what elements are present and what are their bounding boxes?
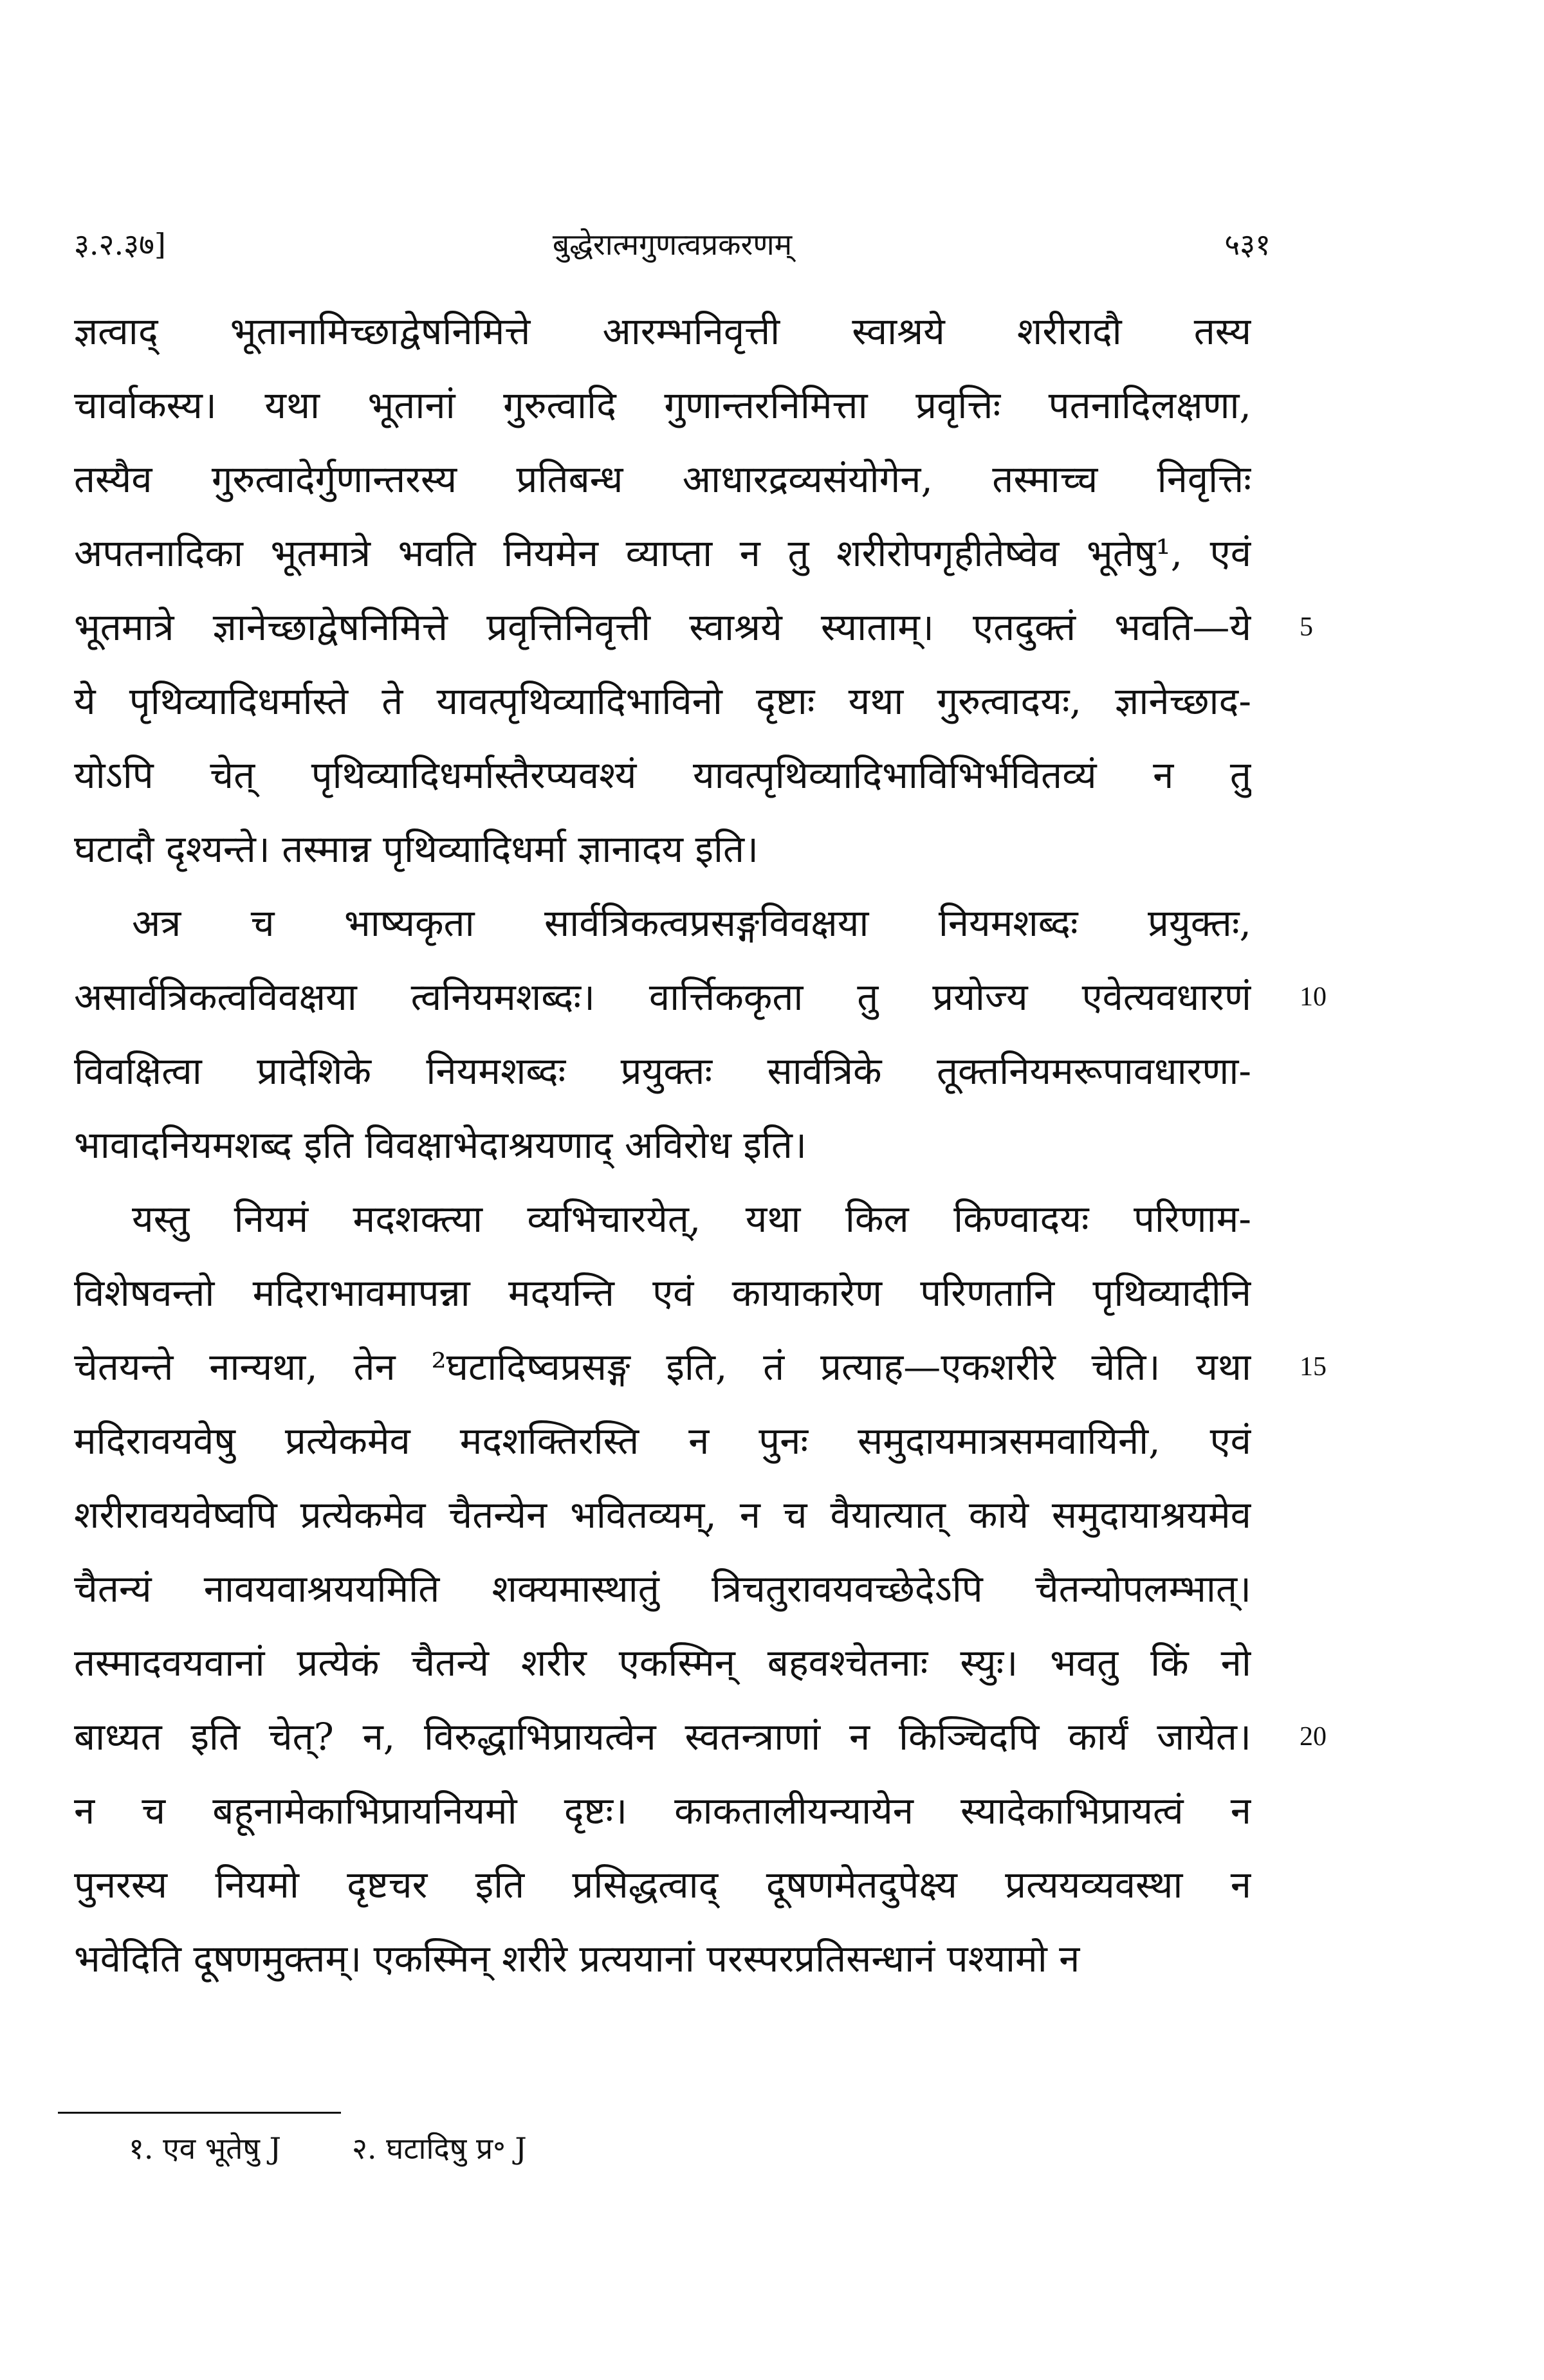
word: अपतनादिका <box>74 531 243 575</box>
word: एवं <box>1209 1419 1251 1463</box>
word: नान्यथा, <box>209 1345 318 1389</box>
word: नियमो <box>215 1863 299 1907</box>
word: यथा <box>745 1197 801 1241</box>
text-line: भावादनियमशब्द इति विवक्षाभेदाश्रयणाद् अविरोध इति। <box>74 1123 807 1167</box>
word: निवृत्तिः <box>1157 457 1251 501</box>
word: तु <box>787 531 809 575</box>
word: वैयात्यात् <box>830 1493 946 1537</box>
word: गुरुत्वादयः, <box>937 679 1082 723</box>
word: चेति। <box>1091 1345 1161 1389</box>
word: तु <box>1229 753 1251 797</box>
word: इति <box>190 1715 241 1759</box>
word: दृष्टः। <box>564 1789 628 1833</box>
word: समुदायाश्रयमेव <box>1051 1493 1251 1537</box>
word: प्रतिबन्ध <box>516 457 623 501</box>
word: शरीर <box>520 1641 587 1685</box>
word: यथा <box>1196 1345 1251 1389</box>
text-line <box>74 1184 1251 1254</box>
word: वार्त्तिककृता <box>648 975 804 1019</box>
word: चैतन्ये <box>411 1641 489 1685</box>
word: एवं <box>1209 531 1251 575</box>
word: मदिराभावमापन्ना <box>252 1271 470 1315</box>
word: ²घटादिष्वप्रसङ्ग <box>431 1345 630 1389</box>
word: एतदुक्तं <box>973 605 1076 649</box>
word: असार्वत्रिकत्वविवक्षया <box>74 975 357 1019</box>
word: ये <box>74 679 96 723</box>
word: बहूनामेकाभिप्रायनियमो <box>212 1789 517 1833</box>
word: चेत्? <box>268 1715 334 1759</box>
word: दूषणमेतदुपेक्ष्य <box>766 1863 957 1907</box>
word: एवेत्यवधारणं <box>1081 975 1251 1019</box>
word: भूतानामिच्छाद्वेषनिमित्ते <box>230 309 531 353</box>
word: किञ्चिदपि <box>898 1715 1040 1759</box>
text-line <box>74 592 1251 663</box>
word: परिणाम- <box>1133 1197 1251 1241</box>
word: मदयन्ति <box>508 1271 614 1315</box>
word: इति, <box>666 1345 728 1389</box>
word: एकस्मिन् <box>618 1641 735 1685</box>
word: चेत् <box>210 753 255 797</box>
word: चेतयन्ते <box>74 1345 174 1389</box>
word: कार्यं <box>1068 1715 1128 1759</box>
word: स्वतन्त्राणां <box>685 1715 821 1759</box>
word: यावत्पृथिव्यादिभाविभिर्भवितव्यं <box>692 753 1097 797</box>
text-line <box>74 1849 1251 1920</box>
line-number: 20 <box>1300 1722 1327 1752</box>
text-line <box>74 666 1251 737</box>
word: स्याताम्। <box>820 605 934 649</box>
word: तस्माच्च <box>992 457 1098 501</box>
text-line: भवेदिति दूषणमुक्तम्। एकस्मिन् शरीरे प्रत्ययानां परस्परप्रतिसन्धानं पश्यामो न <box>74 1937 1080 1981</box>
word: अत्र <box>132 901 181 945</box>
text-line <box>74 370 1251 441</box>
word: ज्ञत्वाद् <box>74 309 158 353</box>
word: भूतमात्रे <box>270 531 371 575</box>
word: न <box>739 1493 760 1537</box>
text-line <box>74 1258 1251 1328</box>
word: प्रत्येकं <box>297 1641 380 1685</box>
word: स्युः। <box>960 1641 1018 1685</box>
word: नियमेन <box>503 531 599 575</box>
word: योऽपि <box>74 753 154 797</box>
text-line <box>74 1036 1251 1106</box>
text-line <box>74 1332 1251 1402</box>
word: गुणान्तरनिमित्ता <box>664 383 868 427</box>
word: नियमशब्दः <box>938 901 1078 945</box>
word: किं <box>1150 1641 1189 1685</box>
word: प्रवृत्तिः <box>915 383 1001 427</box>
text-line <box>74 1479 1251 1550</box>
word: किल <box>845 1197 909 1241</box>
text-line <box>74 1405 1251 1476</box>
word: मदिरावयवेषु <box>74 1419 235 1463</box>
text-line <box>74 1627 1251 1698</box>
word: यथा <box>264 383 320 427</box>
word: च <box>142 1789 166 1833</box>
word: न, <box>362 1715 396 1759</box>
word: भवतु <box>1050 1641 1119 1685</box>
line-number: 5 <box>1300 612 1313 642</box>
word: दृष्टचर <box>347 1863 428 1907</box>
word: आधारद्रव्यसंयोगेन, <box>682 457 933 501</box>
word: पृथिव्यादिधर्मास्ते <box>129 679 349 723</box>
text-line <box>74 296 1251 367</box>
word: कायाकारेण <box>731 1271 883 1315</box>
footnote-rule <box>58 2112 341 2114</box>
word: प्रत्येकमेव <box>300 1493 426 1537</box>
running-header <box>74 219 1271 270</box>
word: भूतमात्रे <box>74 605 174 649</box>
word: चार्वाकस्य। <box>74 383 217 427</box>
word: प्रयुक्तः <box>620 1049 713 1093</box>
footnote: २. घटादिषु प्र॰ J <box>352 2131 527 2166</box>
word: ज्ञानेच्छाद्वेषनिमित्ते <box>212 605 448 649</box>
text-line <box>74 518 1251 589</box>
section-number: ३.२.३७] <box>74 227 166 262</box>
word: शक्यमास्थातुं <box>492 1567 659 1611</box>
text-line <box>74 1553 1251 1624</box>
word: यावत्पृथिव्यादिभाविनो <box>436 679 722 723</box>
word: नियमशब्दः <box>426 1049 566 1093</box>
word: चैतन्येन <box>448 1493 547 1537</box>
word: स्वाश्रये <box>689 605 782 649</box>
word: गुरुत्वादेर्गुणान्तरस्य <box>211 457 457 501</box>
word: इति <box>475 1863 525 1907</box>
line-number: 15 <box>1300 1352 1327 1382</box>
word: पुनरस्य <box>74 1863 168 1907</box>
word: स्वाश्रये <box>852 309 945 353</box>
word: भूतानां <box>367 383 455 427</box>
word: काकतालीयन्यायेन <box>674 1789 914 1833</box>
word: शरीरोपगृहीतेष्वेव <box>836 531 1060 575</box>
word: पतनादिलक्षणा, <box>1048 383 1251 427</box>
word: बहवश्चेतनाः <box>767 1641 928 1685</box>
word: न <box>74 1789 95 1833</box>
word: प्रत्ययव्यवस्था <box>1005 1863 1183 1907</box>
page-number: ५३१ <box>1224 227 1271 262</box>
word: न <box>739 531 760 575</box>
word: प्रादेशिके <box>257 1049 372 1093</box>
word: परिणतानि <box>920 1271 1055 1315</box>
word: न <box>849 1715 870 1759</box>
word: एवं <box>652 1271 694 1315</box>
word: च <box>250 901 275 945</box>
word: तूक्तनियमरूपावधारणा- <box>936 1049 1251 1093</box>
word: भूतेषु¹, <box>1087 531 1183 575</box>
word: पुनः <box>758 1419 809 1463</box>
word: पृथिव्यादीनि <box>1092 1271 1251 1315</box>
word: प्रयोज्य <box>932 975 1028 1019</box>
word: यस्तु <box>132 1197 190 1241</box>
word: बाध्यत <box>74 1715 162 1759</box>
word: व्यभिचारयेत्, <box>527 1197 701 1241</box>
word: त्वनियमशब्दः। <box>410 975 596 1019</box>
word: जायेत। <box>1157 1715 1251 1759</box>
word: प्रवृत्तिनिवृत्ती <box>486 605 651 649</box>
footnote: १. एव भूतेषु J <box>129 2131 282 2166</box>
word: नियमं <box>234 1197 309 1241</box>
word: विरुद्धाभिप्रायत्वेन <box>424 1715 656 1759</box>
text-line <box>74 444 1251 515</box>
word: भवितव्यम्, <box>570 1493 717 1537</box>
word: भवति <box>398 531 476 575</box>
word: न <box>1153 753 1174 797</box>
word: न <box>1230 1863 1251 1907</box>
text-line <box>74 1701 1251 1772</box>
word: नो <box>1220 1641 1251 1685</box>
word: न <box>688 1419 710 1463</box>
word: तेन <box>353 1345 396 1389</box>
word: तु <box>857 975 879 1019</box>
word: ते <box>381 679 403 723</box>
word: आरम्भनिवृत्ती <box>602 309 780 353</box>
word: प्रत्येकमेव <box>284 1419 410 1463</box>
word: चैतन्योपलम्भात्। <box>1034 1567 1251 1611</box>
word: नावयवाश्रययमिति <box>203 1567 440 1611</box>
word: तं <box>763 1345 785 1389</box>
word: च <box>783 1493 807 1537</box>
word: भवति—ये <box>1114 605 1251 649</box>
word: काये <box>968 1493 1029 1537</box>
word: प्रसिद्धत्वाद् <box>572 1863 719 1907</box>
text-line <box>74 888 1251 958</box>
word: विशेषवन्तो <box>74 1271 215 1315</box>
word: सार्वत्रिके <box>767 1049 882 1093</box>
word: प्रयुक्तः, <box>1148 901 1251 945</box>
word: सार्वत्रिकत्वप्रसङ्गविवक्षया <box>544 901 869 945</box>
word: त्रिचतुरावयवच्छेदेऽपि <box>712 1567 983 1611</box>
word: शरीरावयवेष्वपि <box>74 1493 277 1537</box>
text-line <box>74 1775 1251 1846</box>
word: भाष्यकृता <box>344 901 475 945</box>
word: दृष्टाः <box>756 679 815 723</box>
word: मदशक्त्या <box>353 1197 483 1241</box>
text-line <box>74 740 1251 810</box>
word: ज्ञानेच्छाद- <box>1115 679 1251 723</box>
word: न <box>1230 1789 1251 1833</box>
word: मदशक्तिरस्ति <box>459 1419 639 1463</box>
word: किण्वादयः <box>953 1197 1089 1241</box>
text-line: घटादौ दृश्यन्ते। तस्मान्न पृथिव्यादिधर्मा ज्ञानादय इति। <box>74 827 759 871</box>
word: तस्मादवयवानां <box>74 1641 265 1685</box>
line-number: 10 <box>1300 982 1327 1012</box>
word: समुदायमात्रसमवायिनी, <box>858 1419 1161 1463</box>
word: पृथिव्यादिधर्मास्तैरप्यवश्यं <box>311 753 637 797</box>
word: प्रत्याह—एकशरीरे <box>820 1345 1056 1389</box>
word: यथा <box>848 679 904 723</box>
chapter-title: बुद्धेरात्मगुणत्वप्रकरणम् <box>552 227 793 262</box>
footnotes <box>129 2123 1287 2174</box>
word: गुरुत्वादि <box>503 383 616 427</box>
word: तस्यैव <box>74 457 152 501</box>
word: शरीरादौ <box>1016 309 1122 353</box>
word: व्याप्ता <box>625 531 713 575</box>
word: स्यादेकाभिप्रायत्वं <box>960 1789 1184 1833</box>
word: तस्य <box>1193 309 1251 353</box>
word: चैतन्यं <box>74 1567 152 1611</box>
text-line <box>74 962 1251 1032</box>
word: विवक्षित्वा <box>74 1049 202 1093</box>
